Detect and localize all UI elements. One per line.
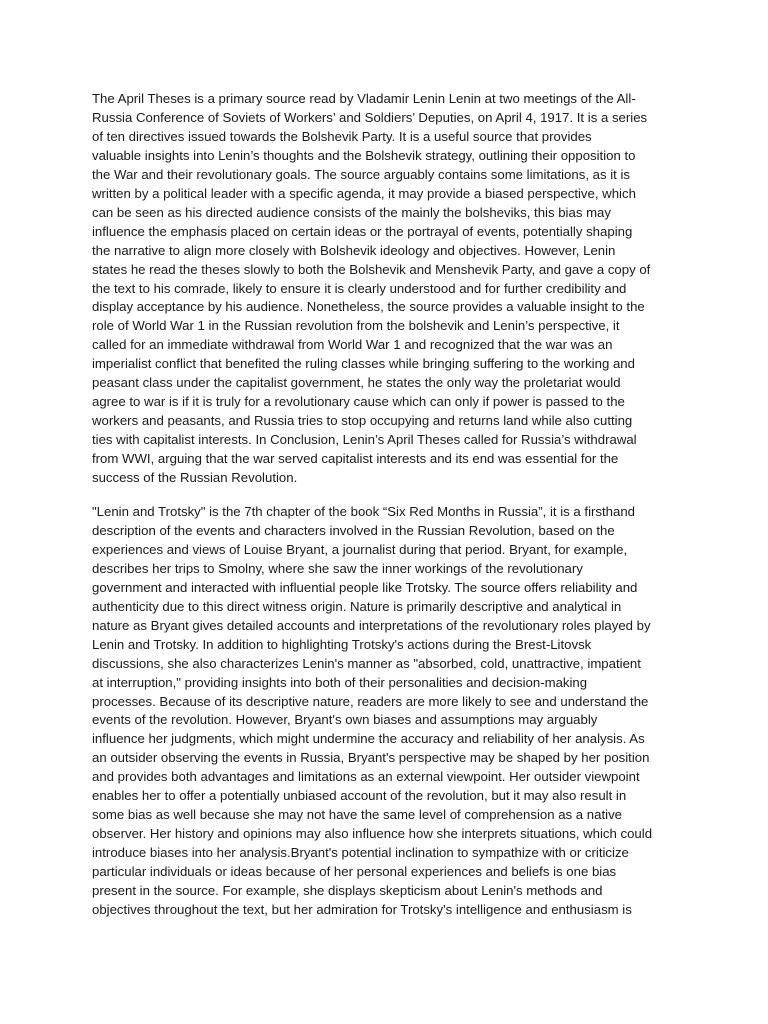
text-line: Russia Conference of Soviets of Workers’ and Soldiers’ Deputies, on April 4, 1917. It is a series [92,109,648,125]
text-line: nature as Bryant gives detailed accounts and interpretations of the revolutionary roles played by [92,617,651,633]
text-line: valuable insights into Lenin’s thoughts and the Bolshevik strategy, outlining their opposition to [92,147,636,163]
text-line: present in the source. For example, she displays skepticism about Lenin's methods and [92,883,603,899]
text-line: The April Theses is a primary source read by Vladamir Lenin Lenin at two meetings of the All- [92,91,636,106]
text-line: the text to his comrade, likely to ensure it is clearly understood and for further credibility and [92,280,627,296]
text-line: processes. Because of its descriptive nature, readers are more likely to see and understand the [92,693,649,709]
text-line: some bias as well because she may not have the same level of comprehension as a native [92,807,622,823]
text-line: workers and peasants, and Russia tries to stop occupying and returns land while also cutting [92,413,633,429]
text-line: and provides both advantages and limitations as an external viewpoint. Her outsider viewpoint [92,769,640,785]
text-line: Lenin and Trotsky. In addition to highlighting Trotsky's actions during the Brest-Litovsk [92,636,592,652]
text-line: government and interacted with influential people like Trotsky. The source offers reliability and [92,579,638,595]
text-line: at interruption," providing insights into both of their personalities and decision-making [92,674,588,690]
text-line: description of the events and characters involved in the Russian Revolution, based on the [92,522,615,538]
text-line: imperialist conflict that benefited the ruling classes while bringing suffering to the working and [92,356,635,372]
paragraph-april-theses [92,90,684,488]
text-line: agree to war is if it is truly for a revolutionary cause which can only if power is passed to the [92,394,625,410]
paragraph-lenin-and-trotsky [92,503,684,920]
text-line: authenticity due to this direct witness origin. Nature is primarily descriptive and analytical in [92,598,622,614]
text-line: "Lenin and Trotsky" is the 7th chapter of the book “Six Red Months in Russia”, it is a firsthand [92,504,635,519]
text-line: describes her trips to Smolny, where she saw the inner workings of the revolutionary [92,560,583,576]
text-line: particular individuals or ideas because of her personal experiences and beliefs is one bias [92,864,617,880]
text-line: success of the Russian Revolution. [92,470,298,486]
text-line: called for an immediate withdrawal from World War 1 and recognized that the war was an [92,337,613,353]
text-line: an outsider observing the events in Russia, Bryant's perspective may be shaped by her position [92,750,650,766]
text-line: discussions, she also characterizes Lenin's manner as "absorbed, cold, unattractive, impatient [92,655,641,671]
text-line: experiences and views of Louise Bryant, a journalist during that period. Bryant, for example, [92,541,628,557]
text-line: from WWI, arguing that the war served capitalist interests and its end was essential for the [92,451,619,467]
text-line: of ten directives issued towards the Bolshevik Party. It is a useful source that provides [92,128,592,144]
text-line: peasant class under the capitalist government, he states the only way the proletariat would [92,375,621,391]
text-line: display acceptance by his audience. Nonetheless, the source provides a valuable insight to the [92,299,645,315]
text-line: states he read the theses slowly to both the Bolshevik and Menshevik Party, and gave a copy of [92,261,651,277]
text-line: the narrative to align more closely with Bolshevik ideology and objectives. However, Lenin [92,242,616,258]
text-line: events of the revolution. However, Bryant's own biases and assumptions may arguably [92,712,598,728]
text-line: can be seen as his directed audience consists of the mainly the bolsheviks, this bias may [92,204,611,220]
text-line: enables her to offer a potentially unbiased account of the revolution, but it may also result in [92,788,627,804]
text-line: written by a political leader with a specific agenda, it may provide a biased perspective, which [92,185,636,201]
text-line: role of World War 1 in the Russian revolution from the bolshevik and Lenin’s perspective, it [92,318,620,334]
text-line: objectives throughout the text, but her admiration for Trotsky's intelligence and enthusiasm is [92,902,632,918]
text-line: observer. Her history and opinions may also influence how she interprets situations, which could [92,826,653,842]
text-line: influence the emphasis placed on certain ideas or the portrayal of events, potentially shaping [92,223,633,239]
text-line: introduce biases into her analysis.Bryant's potential inclination to sympathize with or criticize [92,845,629,861]
text-line: the War and their revolutionary goals. The source arguably contains some limitations, as it is [92,166,631,182]
text-line: influence her judgments, which might undermine the accuracy and reliability of her analysis. As [92,731,645,747]
text-line: ties with capitalist interests. In Conclusion, Lenin’s April Theses called for Russia’s withdrawal [92,432,637,448]
